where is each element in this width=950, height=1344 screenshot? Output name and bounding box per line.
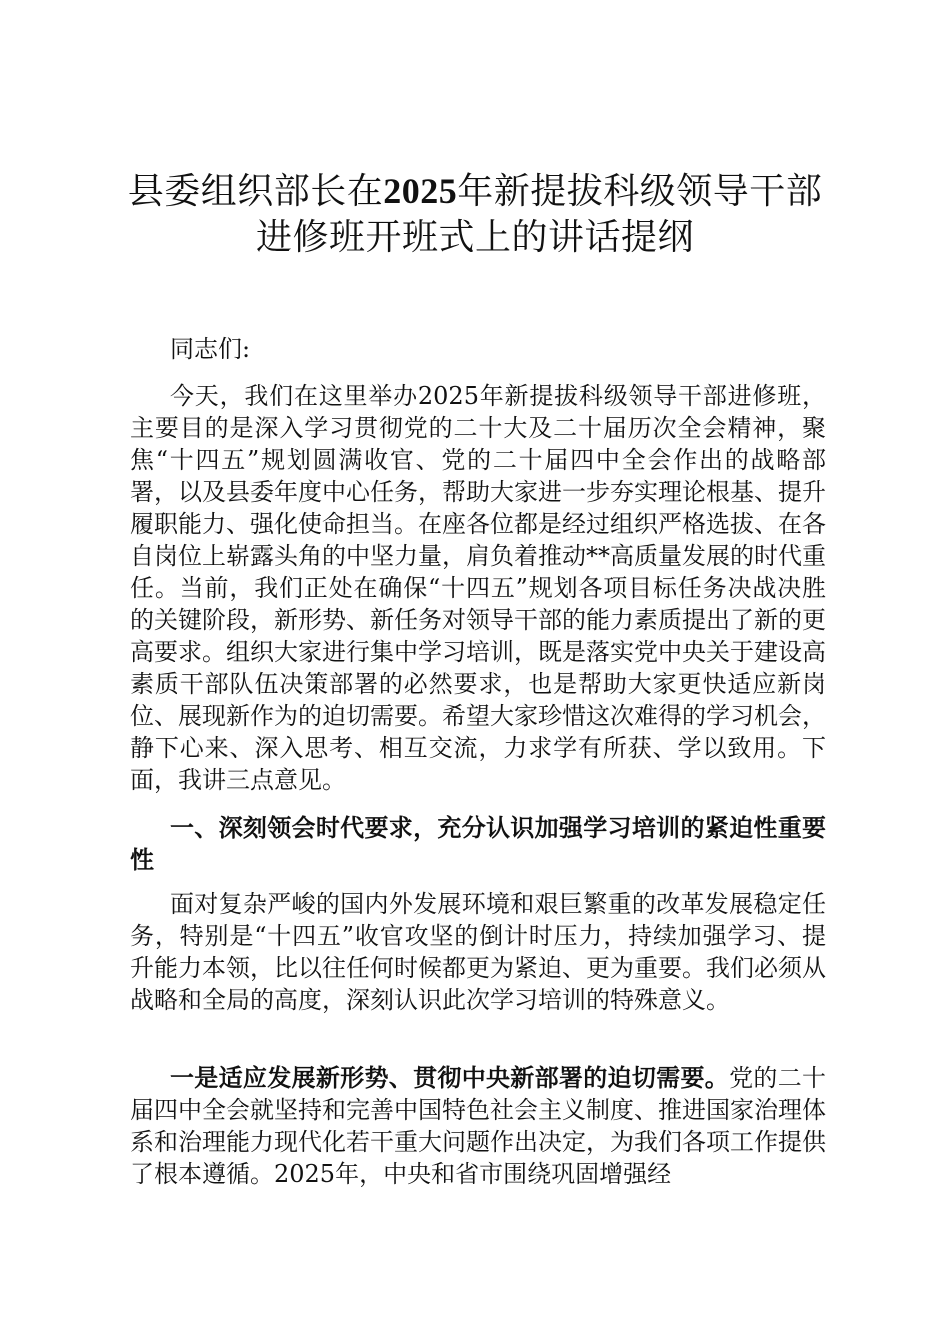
document-title [110, 168, 840, 261]
title-line1-year: 2025 [383, 171, 458, 211]
paragraph-3 [130, 1062, 826, 1190]
salutation: 同志们: [170, 335, 251, 363]
title-line2: 进修班开班式上的讲话提纲 [255, 217, 694, 258]
title-line1-suffix: 年新提拔科级领导干部 [457, 171, 823, 212]
section-heading-1: 一、深刻领会时代要求，充分认识加强学习培训的紧迫性重要性 [130, 813, 826, 874]
paragraph-3-lead: 一是适应发展新形势、贯彻中央新部署的迫切需要。 [170, 1063, 730, 1092]
paragraph-3-body: 党的二十届四中全会就坚持和完善中国特色社会主义制度、推进国家治理体系和治理能力现代化若干重大问题作出决定，为我们各项工作提供了根本遵循。2025年，中央和省市围绕巩固增强经 [130, 1064, 827, 1188]
title-line1-prefix: 县委组织部长在 [127, 171, 384, 212]
paragraph-2: 面对复杂严峻的国内外发展环境和艰巨繁重的改革发展稳定任务，特别是“十四五”收官攻坚的倒计时压力，持续加强学习、提升能力本领，比以往任何时候都更为紧迫、更为重要。我们必须从战略和全局的高度，深刻认识此次学习培训的特殊意义。 [130, 890, 826, 1014]
intro-paragraph: 今天，我们在这里举办2025年新提拔科级领导干部进修班，主要目的是深入学习贯彻党的二十大及二十届历次全会精神，聚焦“十四五”规划圆满收官、党的二十届四中全会作出的战略部署，以及县委年度中心任务，帮助大家进一步夯实理论根基、提升履职能力、强化使命担当。在座各位都是经过组织严格选拔、在各自岗位上崭露头角的中坚力量，肩负着推动**高质量发展的时代重任。当前，我们正处在确保“十四五”规划各项目标任务决战决胜的关键阶段，新形势、新任务对领导干部的能力素质提出了新的更高要求。组织大家进行集中学习培训，既是落实党中央关于建设高素质干部队伍决策部署的必然要求，也是帮助大家更快适应新岗位、展现新作为的迫切需要。希望大家珍惜这次难得的学习机会，静下心来、深入思考、相互交流，力求学有所获、学以致用。下面，我讲三点意见。 [130, 382, 826, 794]
